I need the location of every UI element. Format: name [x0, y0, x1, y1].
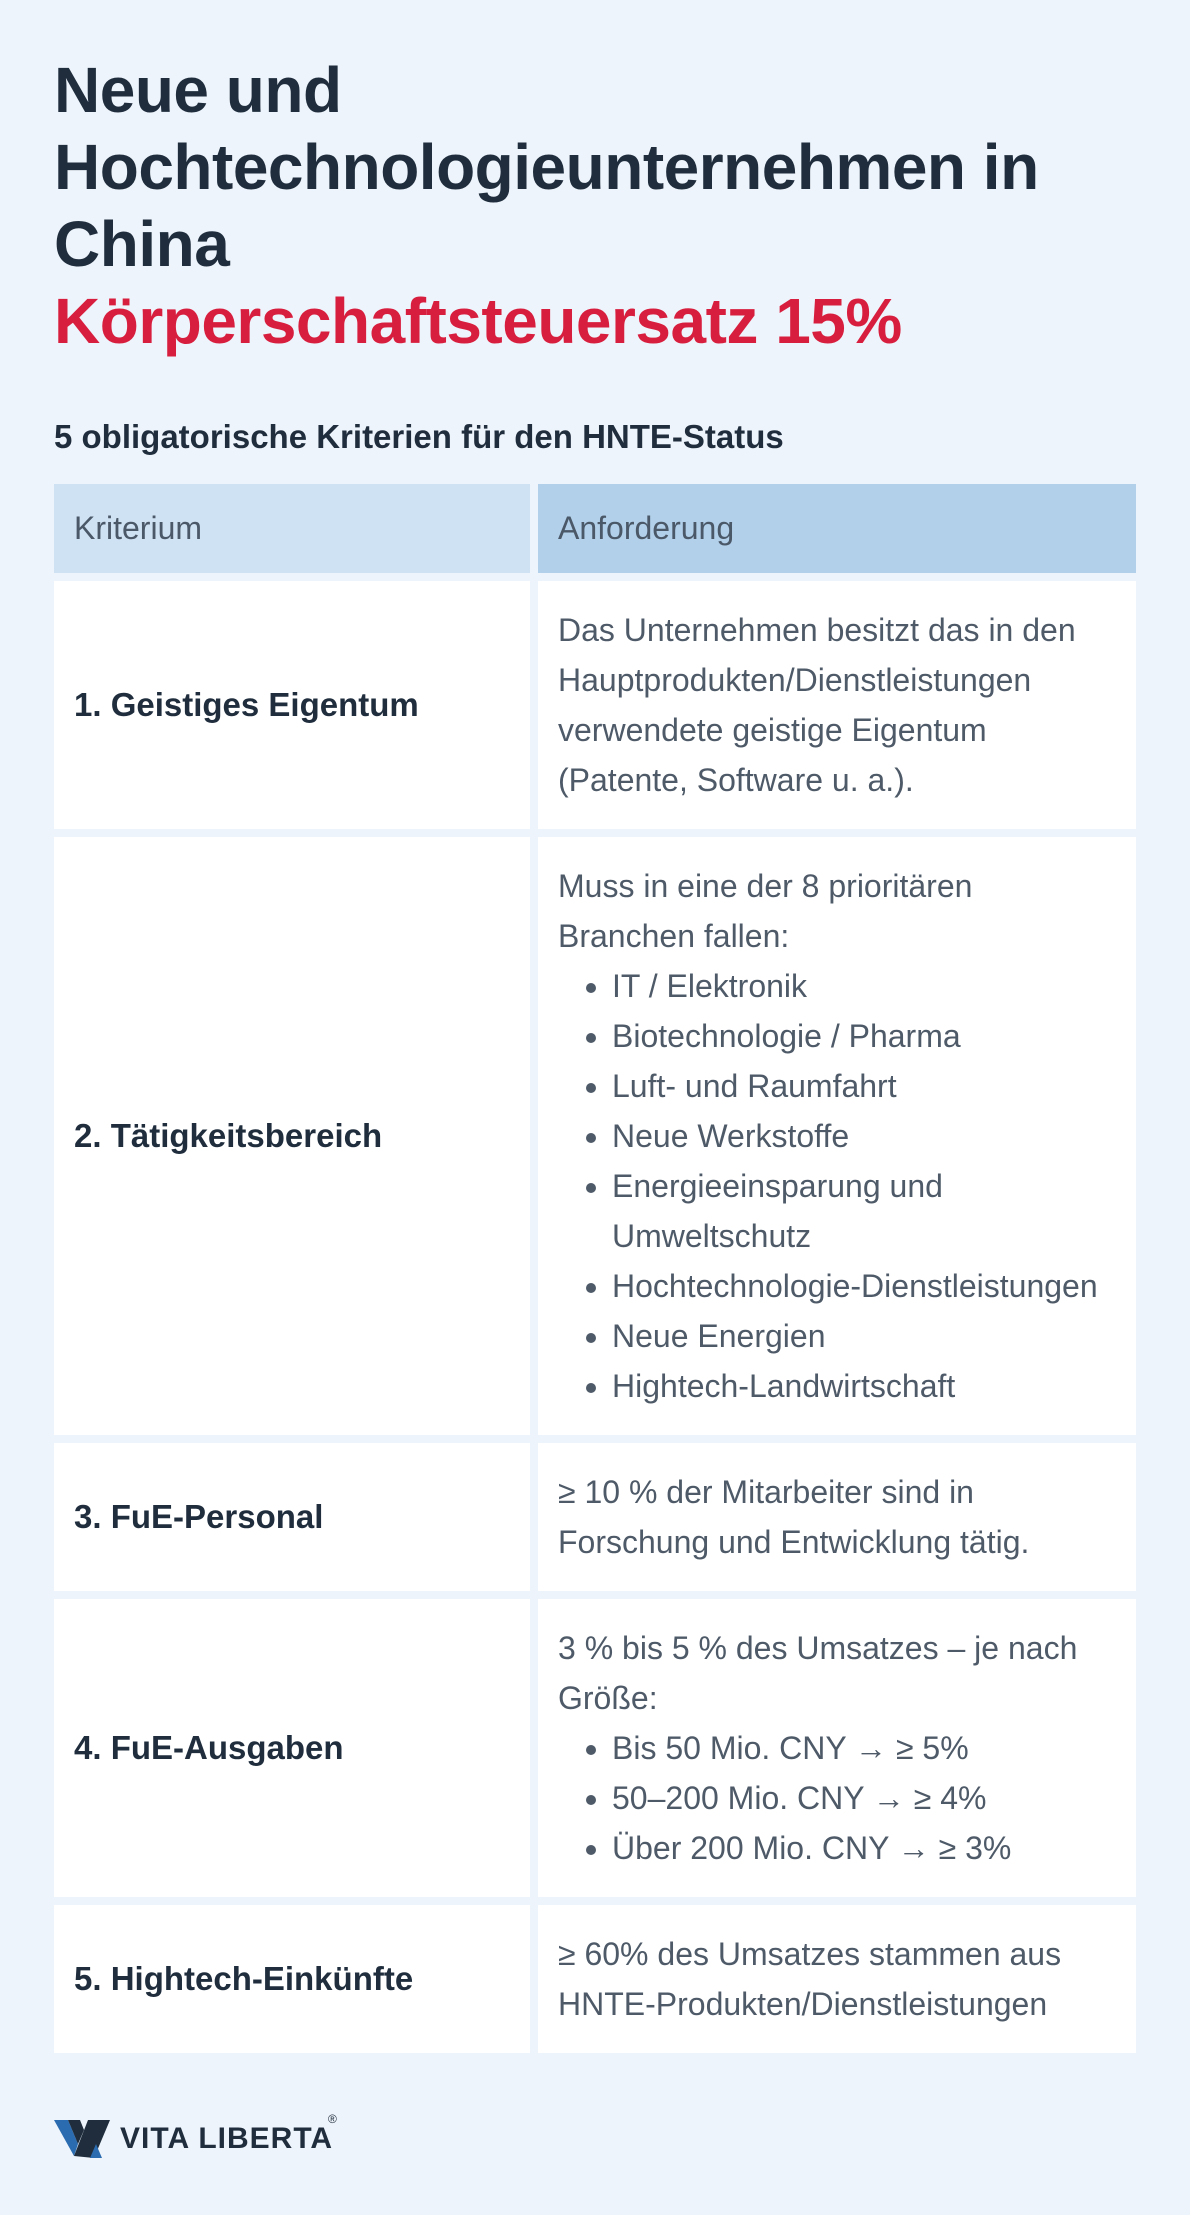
list-item: • Biotechnologie / Pharma: [612, 1011, 1116, 1061]
page: [54, 52, 1136, 2053]
requirement-text: Muss in eine der 8 prioritären Branchen fallen:: [558, 868, 973, 954]
criterion-cell: 2. Tätigkeitsbereich: [54, 837, 530, 1435]
list-item: • Energieeinsparung und Umweltschutz: [612, 1161, 1116, 1261]
title-accent: Körperschaftsteuersatz 15%: [54, 285, 902, 357]
list-item: • Luft- und Raumfahrt: [612, 1061, 1116, 1111]
requirement-bullet-list: [558, 961, 1116, 1411]
title-line-3: China: [54, 208, 230, 280]
table-subtitle: 5 obligatorische Kriterien für den HNTE-Status: [54, 418, 784, 455]
list-item: • Hochtechnologie-Dienstleistungen: [612, 1261, 1116, 1311]
criterion-cell: 3. FuE-Personal: [54, 1443, 530, 1591]
list-item: • Hightech-Landwirtschaft: [612, 1361, 1116, 1411]
requirement-cell: [538, 837, 1136, 1435]
list-item: • Über 200 Mio. CNY → ≥ 3%: [612, 1823, 1116, 1873]
header-kriterium: Kriterium: [54, 484, 530, 573]
footer-brand: [54, 2112, 337, 2160]
header-anforderung: Anforderung: [538, 484, 1136, 573]
list-item: • Bis 50 Mio. CNY → ≥ 5%: [612, 1723, 1116, 1773]
requirement-text: Das Unternehmen besitzt das in den Hauptprodukten/Dienstleistungen verwendete geistige Eigentum (Patente, Software u. a.).: [558, 612, 1076, 798]
criteria-table: [54, 484, 1136, 2053]
requirement-text: 3 % bis 5 % des Umsatzes – je nach Größe:: [558, 1630, 1078, 1716]
criterion-cell: 4. FuE-Ausgaben: [54, 1599, 530, 1897]
criterion-cell: 5. Hightech-Einkünfte: [54, 1905, 530, 2053]
page-title: [54, 52, 1136, 360]
requirement-text: ≥ 10 % der Mitarbeiter sind in Forschung und Entwicklung tätig.: [558, 1474, 1030, 1560]
requirement-bullet-list: [558, 1723, 1116, 1873]
list-item: • IT / Elektronik: [612, 961, 1116, 1011]
requirement-cell: [538, 1443, 1136, 1591]
list-item: • Neue Energien: [612, 1311, 1116, 1361]
requirement-text: ≥ 60% des Umsatzes stammen aus HNTE-Produkten/Dienstleistungen: [558, 1936, 1062, 2022]
requirement-cell: [538, 1599, 1136, 1897]
brand-name: VITA LIBERTA: [120, 2122, 334, 2155]
vita-liberta-logo-icon: [54, 2118, 110, 2160]
requirement-cell: [538, 1905, 1136, 2053]
list-item: • Neue Werkstoffe: [612, 1111, 1116, 1161]
registered-mark: ®: [328, 2112, 337, 2126]
criterion-cell: 1. Geistiges Eigentum: [54, 581, 530, 829]
requirement-cell: [538, 581, 1136, 829]
title-line-1: Neue und: [54, 54, 342, 126]
list-item: • 50–200 Mio. CNY → ≥ 4%: [612, 1773, 1116, 1823]
title-line-2: Hochtechnologieunternehmen in: [54, 131, 1039, 203]
